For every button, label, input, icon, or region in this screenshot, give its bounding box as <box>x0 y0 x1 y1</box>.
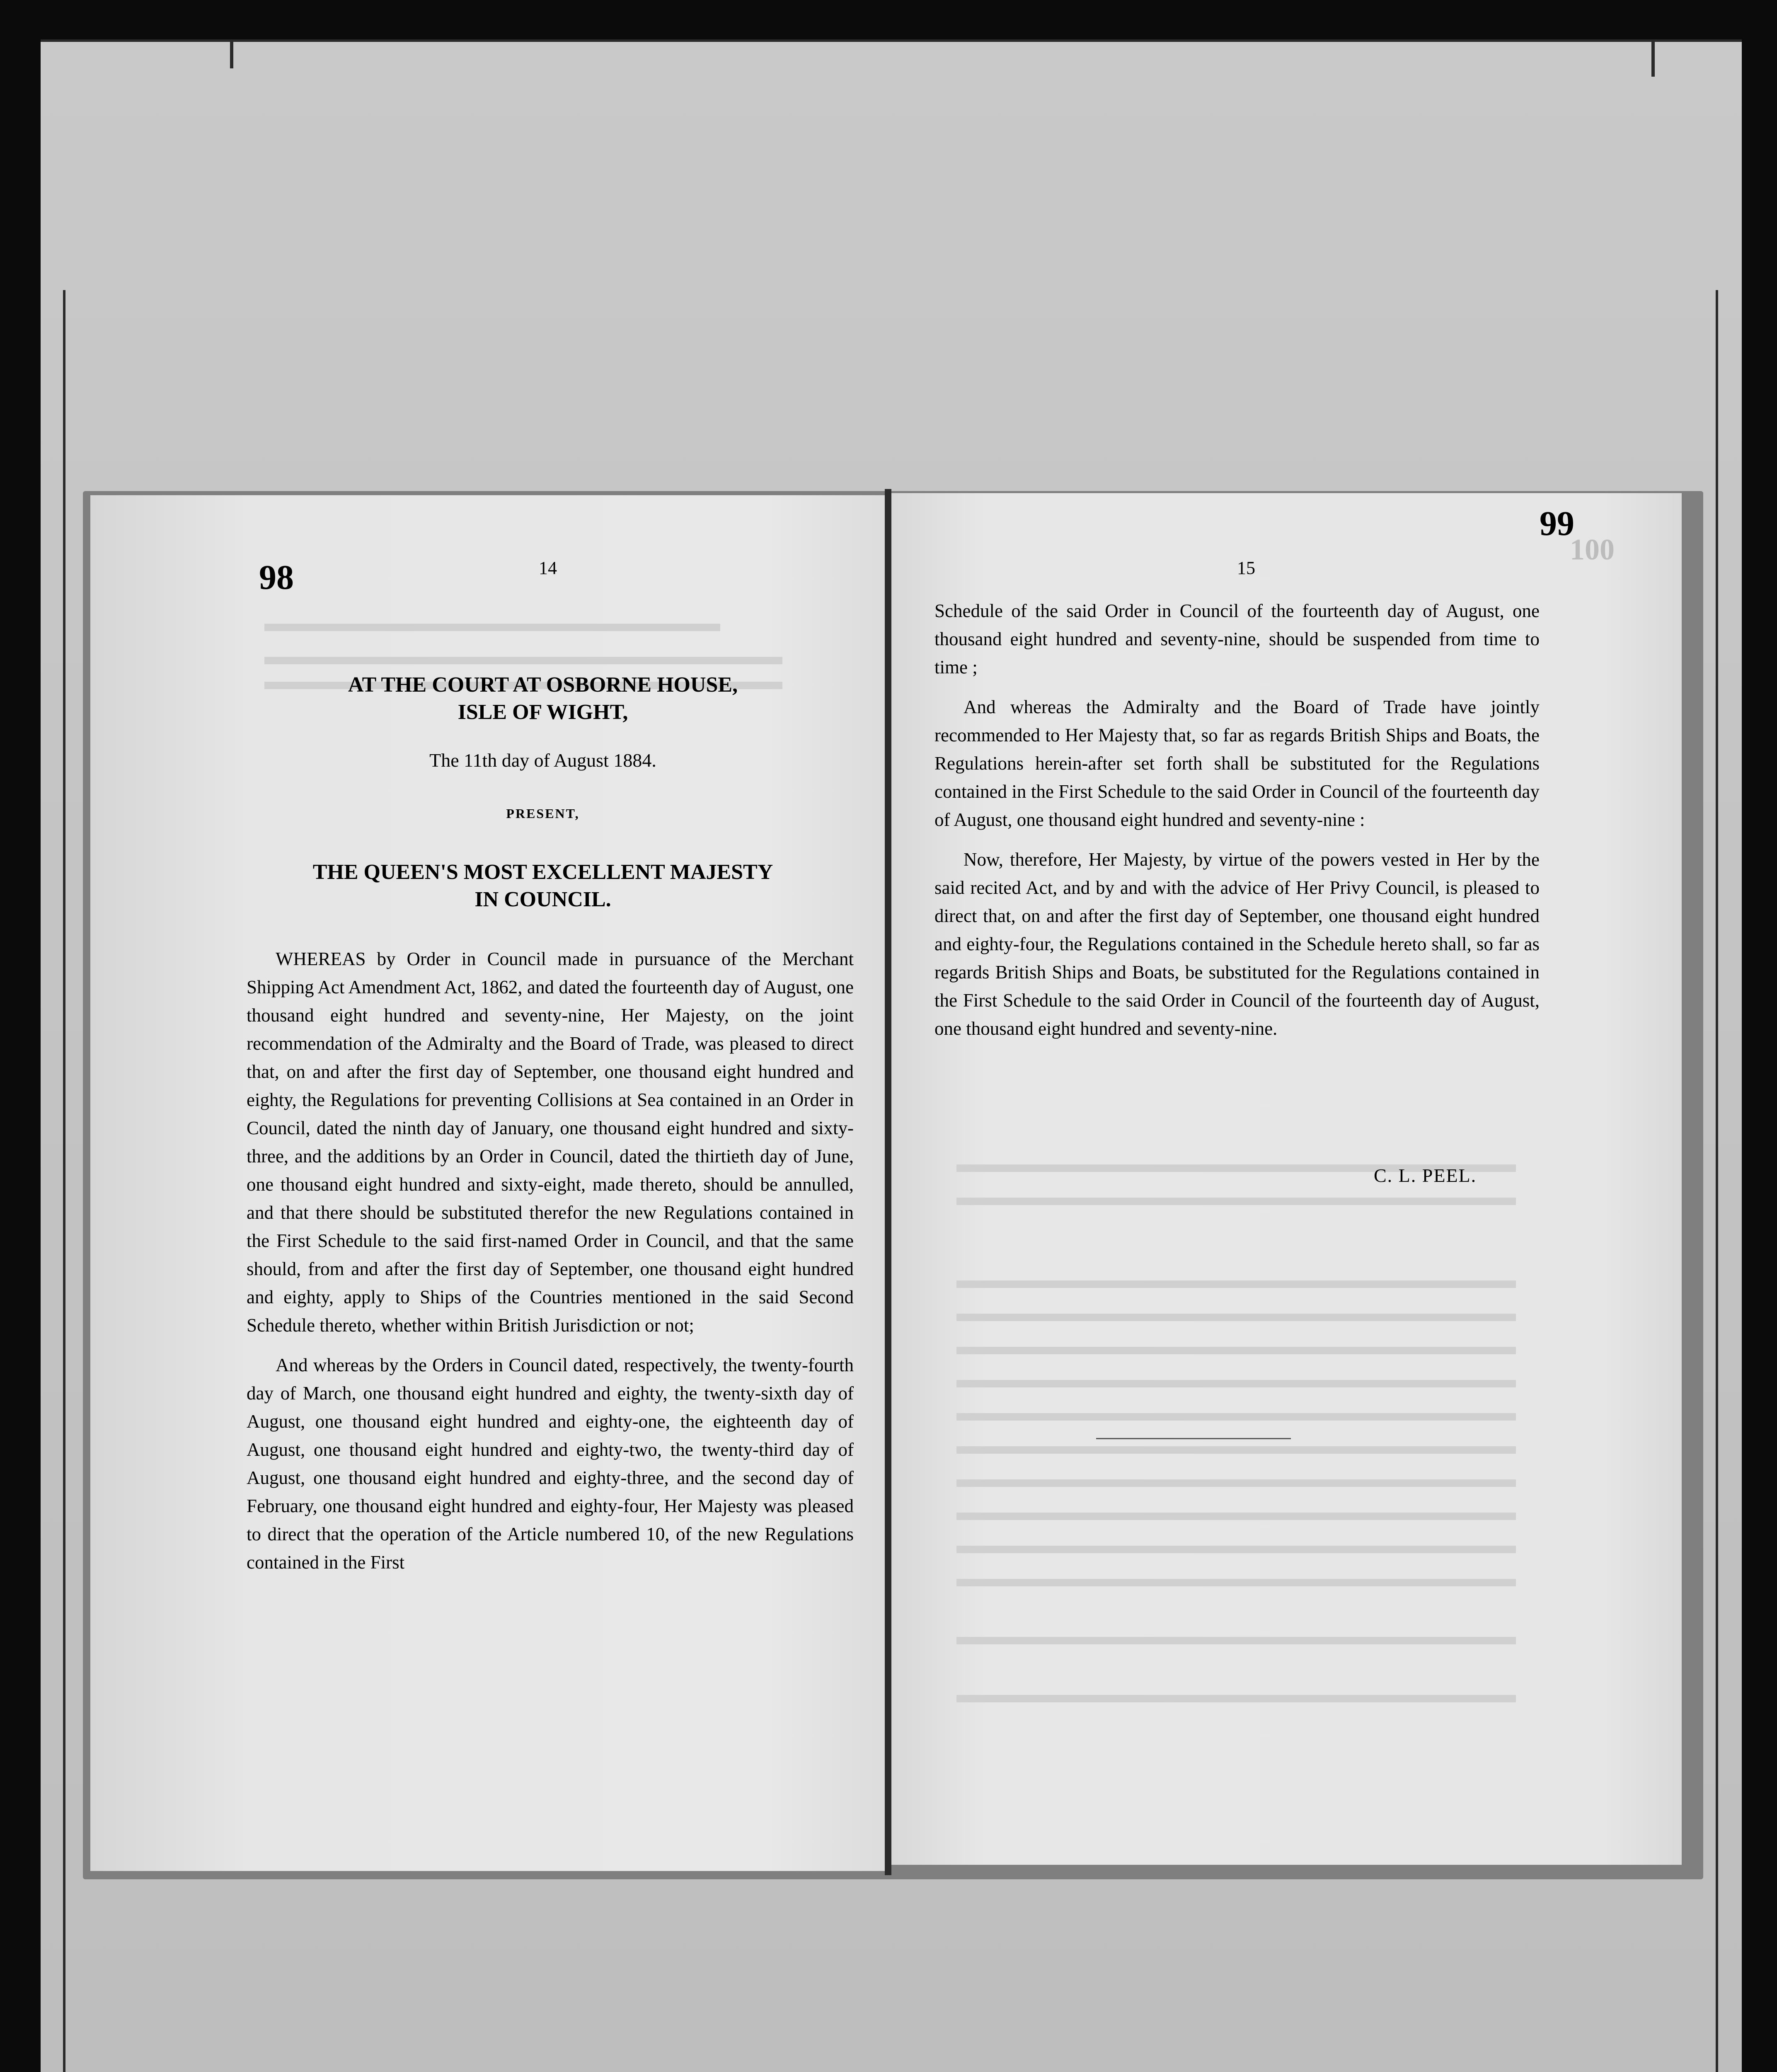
bleed-through-line <box>956 1546 1516 1553</box>
top-border-line <box>41 39 1742 42</box>
archive-number-left: 98 <box>259 558 294 597</box>
present-label: PRESENT, <box>506 806 580 821</box>
book-gutter <box>885 489 891 1875</box>
bleed-through-line <box>956 1637 1516 1644</box>
date-line: The 11th day of August 1884. <box>429 750 656 771</box>
bleed-through-line <box>956 1347 1516 1354</box>
paragraph-schedule-continued: Schedule of the said Order in Council of the fourteenth day of August, one thousand eight hundred and seventy-nine, should be suspended from time to time ; <box>934 600 1540 678</box>
right-body-text <box>934 597 1540 1054</box>
majesty-title-line-2: IN COUNCIL. <box>475 888 611 911</box>
paragraph-whereas: WHEREAS by Order in Council made in pursuance of the Merchant Shipping Act Amendment Act, 1862, and dated the fourteenth day of August, one thousand eight hundred and seventy-nine, Her Majesty, on the joint recommendation of the Admiralty and the Board of Trade, was pleased to direct that, on and after the first day of September, one thousand eight hundred and eighty, the Regulations for preventing Collisions at Sea contained in an Order in Council, dated the ninth day of January, one thousand eight hundred and sixty-three, and the additions by an Order in Council, dated the thirtieth day of June, one thousand eight hundred and sixty-eight, made thereto, should be annulled, and that there should be substituted therefor the new Regulations contained in the First Schedule to the said first-named Order in Council, and that the same should, from and after the first day of September, one thousand eight hundred and eighty, apply to Ships of the Countries mentioned in the said Second Schedule thereto, whether within British Jurisdiction or not; <box>247 949 854 1336</box>
bleed-through-line <box>956 1198 1516 1205</box>
bleed-through-line <box>956 1446 1516 1454</box>
bleed-through-line <box>956 1413 1516 1421</box>
bleed-through-line <box>264 657 782 664</box>
bleed-through-line <box>956 1280 1516 1288</box>
bleed-through-number: 100 <box>1570 533 1615 566</box>
section-rule <box>1096 1438 1291 1439</box>
right-rule <box>1716 290 1718 2072</box>
bleed-through-line <box>264 624 720 631</box>
bleed-through-line <box>956 1479 1516 1487</box>
court-heading-line-1: AT THE COURT AT OSBORNE HOUSE, <box>348 673 738 697</box>
top-tick-left <box>230 39 233 68</box>
bleed-through-line <box>956 1695 1516 1702</box>
court-heading <box>232 671 854 726</box>
left-rule <box>63 290 65 2072</box>
bleed-through-line <box>956 1380 1516 1387</box>
paragraph-admiralty: And whereas the Admiralty and the Board of Trade have jointly recommended to Her Majesty that, so far as regards British Ships and Boats, the Regulations herein-after set forth shall be substituted for the Regulations contained in the First Schedule to the said Order in Council of the fourteenth day of August, one thousand eight hundred and seventy-nine : <box>934 697 1540 830</box>
signature: C. L. PEEL. <box>1374 1165 1477 1186</box>
majesty-title-line-1: THE QUEEN'S MOST EXCELLENT MAJESTY <box>312 860 773 884</box>
top-tick-right <box>1651 39 1655 77</box>
bleed-through-line <box>956 1513 1516 1520</box>
paragraph-now-therefore: Now, therefore, Her Majesty, by virtue of the powers vested in Her by the said recited Act, and by and with the advice of Her Privy Council, is pleased to direct that, on and after the first day of September, one thousand eight hundred and eighty-four, the Regulations contained in the Schedule hereto shall, so far as regards British Ships and Boats, be substituted for the Regulations contained in the First Schedule to the said Order in Council of the fourteenth day of August, one thousand eight hundred and seventy-nine. <box>934 849 1540 1039</box>
left-body-text <box>247 945 854 1588</box>
majesty-title <box>232 859 854 913</box>
court-heading-line-2: ISLE OF WIGHT, <box>458 700 628 724</box>
page-number-left: 14 <box>539 558 557 578</box>
bleed-through-line <box>956 1314 1516 1321</box>
archive-number-right: 99 <box>1540 504 1574 543</box>
page-number-right: 15 <box>1237 558 1255 578</box>
bleed-through-line <box>956 1579 1516 1586</box>
paragraph-and-whereas: And whereas by the Orders in Council dated, respectively, the twenty-fourth day of March, one thousand eight hundred and eighty, the twenty-sixth day of August, one thousand eight hundred and eighty-one, the eighteenth day of August, one thousand eight hundred and eighty-two, the twenty-third day of August, one thousand eight hundred and eighty-three, and the second day of February, one thousand eight hundred and eighty-four, Her Majesty was pleased to direct that the operation of the Article numbered 10, of the new Regulations contained in the First <box>247 1355 854 1573</box>
